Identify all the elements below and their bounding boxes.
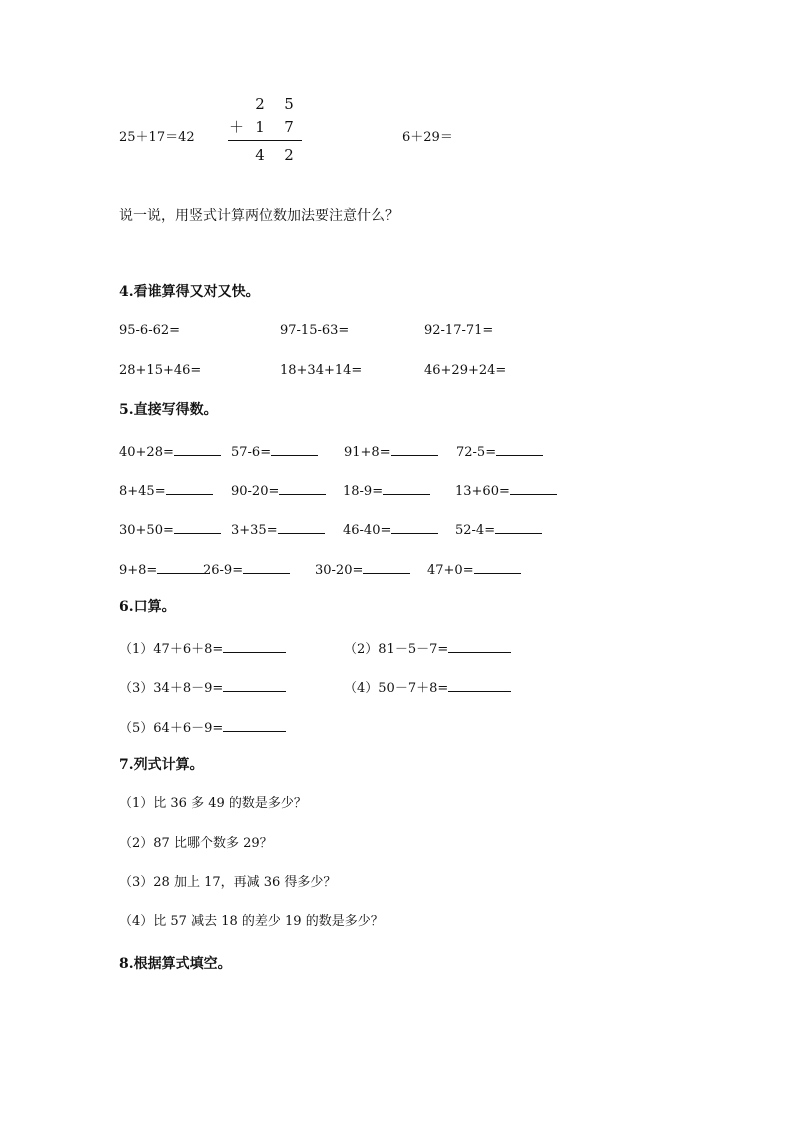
quick-answer-expression: 8+45=	[119, 484, 166, 499]
answer-blank[interactable]	[174, 442, 221, 456]
quick-answer-expression: 40+28=	[119, 445, 174, 460]
vertical-digit: 7	[284, 118, 294, 136]
example-task: 6＋29＝	[402, 130, 453, 145]
answer-blank[interactable]	[157, 560, 204, 574]
answer-blank[interactable]	[223, 678, 286, 692]
section-4-title: 4.看谁算得又对又快。	[119, 284, 260, 300]
answer-blank[interactable]	[166, 481, 213, 495]
oral-calc-item	[119, 678, 286, 697]
quick-answer-expression: 18-9=	[343, 484, 384, 499]
quick-answer-expression: 26-9=	[203, 563, 244, 578]
oral-calc-item	[344, 639, 511, 658]
section-7-title: 7.列式计算。	[119, 757, 204, 773]
answer-blank[interactable]	[448, 639, 511, 653]
answer-blank[interactable]	[223, 639, 286, 653]
answer-blank[interactable]	[495, 520, 542, 534]
word-problem-item: （1）比 36 多 49 的数是多少？	[119, 796, 307, 811]
answer-blank[interactable]	[243, 560, 290, 574]
answer-blank[interactable]	[363, 560, 410, 574]
answer-blank[interactable]	[278, 520, 325, 534]
quick-answer-expression: 52-4=	[455, 523, 496, 538]
answer-blank[interactable]	[279, 481, 326, 495]
oral-calc-expression: （5）64＋6－9=	[119, 721, 224, 736]
quick-answer-expression: 46-40=	[343, 523, 392, 538]
mental-math-item: 92-17-71=	[424, 323, 494, 338]
answer-blank[interactable]	[448, 678, 511, 692]
word-problem-item: （4）比 57 减去 18 的差少 19 的数是多少？	[119, 914, 384, 929]
quick-answer-item	[119, 481, 213, 500]
answer-blank[interactable]	[271, 442, 318, 456]
section-8-title: 8.根据算式填空。	[119, 956, 232, 972]
oral-calc-item	[119, 718, 286, 737]
discussion-prompt: 说一说，用竖式计算两位数加法要注意什么？	[119, 208, 399, 224]
answer-blank[interactable]	[496, 442, 543, 456]
vertical-digit: 2	[284, 146, 294, 164]
answer-blank[interactable]	[391, 520, 438, 534]
word-problem-item: （2）87 比哪个数多 29？	[119, 836, 273, 851]
vertical-digit: 1	[255, 118, 265, 136]
quick-answer-item	[343, 520, 438, 539]
quick-answer-expression: 57-6=	[231, 445, 272, 460]
answer-blank[interactable]	[510, 481, 557, 495]
vertical-plus-sign: ＋	[229, 118, 245, 136]
word-problem-item: （3）28 加上 17，再减 36 得多少？	[119, 875, 337, 890]
quick-answer-expression: 30-20=	[315, 563, 364, 578]
vertical-digit: 4	[255, 146, 265, 164]
quick-answer-expression: 90-20=	[231, 484, 280, 499]
oral-calc-item	[344, 678, 511, 697]
quick-answer-item	[455, 481, 557, 500]
oral-calc-expression: （2）81－5－7=	[344, 642, 449, 657]
oral-calc-expression: （4）50－7＋8=	[344, 681, 449, 696]
oral-calc-expression: （3）34＋8－9=	[119, 681, 224, 696]
quick-answer-expression: 72-5=	[456, 445, 497, 460]
quick-answer-item	[231, 481, 326, 500]
quick-answer-item	[315, 560, 410, 579]
quick-answer-item	[203, 560, 290, 579]
quick-answer-item	[456, 442, 543, 461]
oral-calc-expression: （1）47＋6＋8=	[119, 642, 224, 657]
quick-answer-item	[455, 520, 542, 539]
quick-answer-item	[343, 481, 430, 500]
vertical-divider-line	[228, 140, 302, 141]
quick-answer-item	[119, 560, 204, 579]
answer-blank[interactable]	[391, 442, 438, 456]
vertical-digit: 2	[255, 95, 265, 113]
section-6-title: 6.口算。	[119, 599, 176, 615]
answer-blank[interactable]	[474, 560, 521, 574]
quick-answer-expression: 47+0=	[427, 563, 474, 578]
quick-answer-expression: 9+8=	[119, 563, 158, 578]
quick-answer-item	[231, 442, 318, 461]
quick-answer-expression: 91+8=	[344, 445, 391, 460]
quick-answer-expression: 30+50=	[119, 523, 174, 538]
quick-answer-item	[427, 560, 521, 579]
mental-math-item: 18+34+14=	[280, 363, 363, 378]
answer-blank[interactable]	[174, 520, 221, 534]
oral-calc-item	[119, 639, 286, 658]
quick-answer-item	[231, 520, 325, 539]
quick-answer-item	[119, 442, 221, 461]
mental-math-item: 28+15+46=	[119, 363, 202, 378]
answer-blank[interactable]	[223, 718, 286, 732]
mental-math-item: 46+29+24=	[424, 363, 507, 378]
vertical-digit: 5	[284, 95, 294, 113]
quick-answer-item	[344, 442, 438, 461]
section-5-title: 5.直接写得数。	[119, 402, 218, 418]
mental-math-item: 97-15-63=	[280, 323, 350, 338]
example-equation: 25＋17＝42	[119, 130, 195, 145]
answer-blank[interactable]	[383, 481, 430, 495]
quick-answer-item	[119, 520, 221, 539]
quick-answer-expression: 13+60=	[455, 484, 510, 499]
mental-math-item: 95-6-62=	[119, 323, 181, 338]
quick-answer-expression: 3+35=	[231, 523, 278, 538]
